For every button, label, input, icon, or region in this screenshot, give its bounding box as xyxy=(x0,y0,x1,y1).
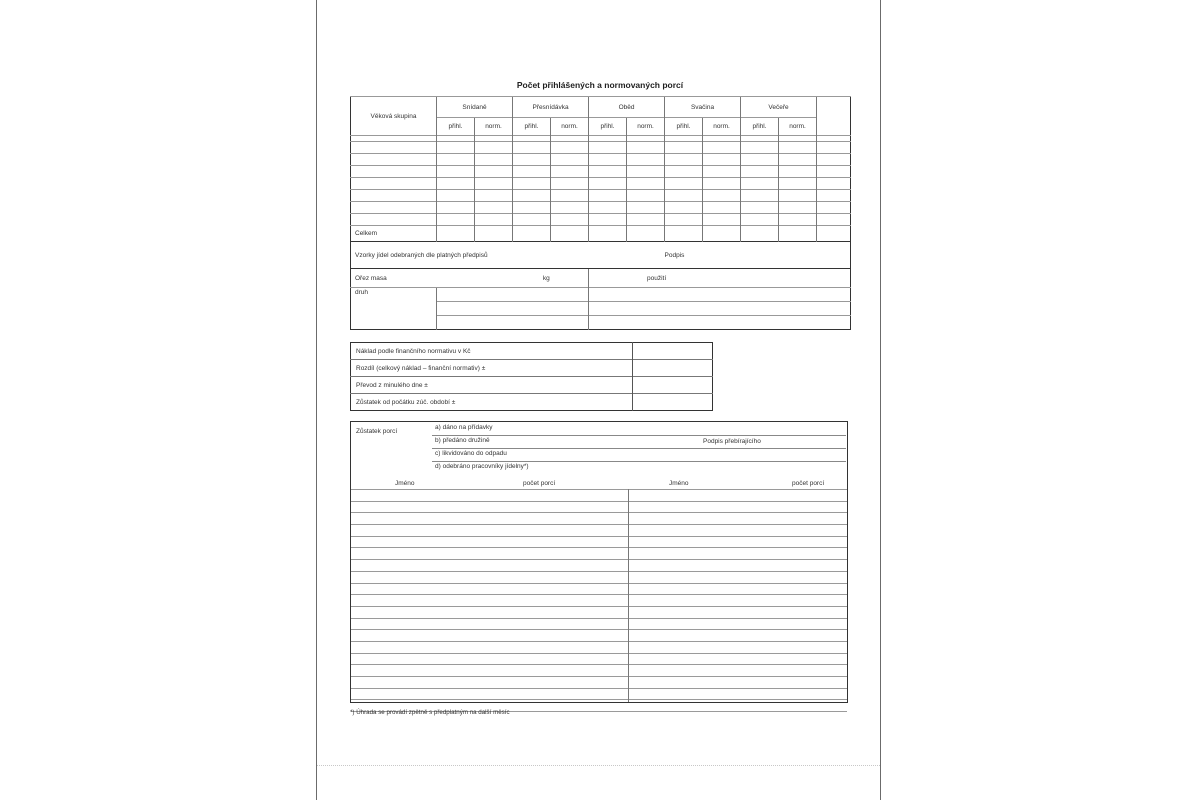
subheader-registered: přihl. xyxy=(665,118,703,136)
meat-trim-label: Ořez masa xyxy=(351,269,475,288)
names-grid-row[interactable] xyxy=(351,618,847,630)
names-grid-row[interactable] xyxy=(351,536,847,548)
portion-cell[interactable] xyxy=(551,178,589,190)
portion-cell[interactable] xyxy=(589,190,627,202)
names-grid-row[interactable] xyxy=(351,641,847,653)
portion-cell[interactable] xyxy=(551,154,589,166)
portion-cell[interactable] xyxy=(475,154,513,166)
portion-cell[interactable] xyxy=(437,142,475,154)
remaining-item-c: c) likvidováno do odpadu xyxy=(432,450,846,462)
remaining-item-a: a) dáno na přídavky xyxy=(432,424,846,436)
subheader-normed: norm. xyxy=(475,118,513,136)
col-header-portions-left: počet porcí xyxy=(523,480,556,487)
portion-cell[interactable] xyxy=(589,142,627,154)
portion-cell[interactable] xyxy=(703,154,741,166)
portion-cell[interactable] xyxy=(589,178,627,190)
age-group-cell[interactable] xyxy=(351,214,437,226)
age-group-header: Věková skupina xyxy=(351,97,437,136)
portion-cell[interactable] xyxy=(513,142,551,154)
portion-cell[interactable] xyxy=(665,178,703,190)
meal-header-dinner: Večeře xyxy=(741,97,817,118)
total-cell[interactable] xyxy=(589,226,627,242)
age-group-cell[interactable] xyxy=(351,178,437,190)
portion-cell[interactable] xyxy=(475,166,513,178)
portion-cell[interactable] xyxy=(817,214,851,226)
portion-cell[interactable] xyxy=(817,178,851,190)
cost-value-cell[interactable] xyxy=(633,377,713,394)
total-cell[interactable] xyxy=(627,226,665,242)
subheader-registered: přihl. xyxy=(741,118,779,136)
portion-cell[interactable] xyxy=(589,166,627,178)
portion-cell[interactable] xyxy=(817,166,851,178)
portion-cell[interactable] xyxy=(817,142,851,154)
portion-cell[interactable] xyxy=(779,190,817,202)
subheader-registered: přihl. xyxy=(589,118,627,136)
cost-row-label: Převod z minulého dne ± xyxy=(351,377,633,394)
total-cell[interactable] xyxy=(703,226,741,242)
total-cell[interactable] xyxy=(665,226,703,242)
subheader-normed: norm. xyxy=(703,118,741,136)
kind-cell[interactable] xyxy=(437,316,589,330)
cost-table xyxy=(350,342,713,411)
remaining-item-d: d) odebráno pracovníky jídelny*) xyxy=(435,463,529,470)
names-grid-row[interactable] xyxy=(351,524,847,536)
meal-table-row xyxy=(351,142,851,154)
portion-cell[interactable] xyxy=(779,154,817,166)
portion-cell[interactable] xyxy=(627,202,665,214)
form-title: Počet přihlášených a normovaných porcí xyxy=(516,80,684,90)
portion-cell[interactable] xyxy=(437,178,475,190)
meal-header-breakfast: Snídaně xyxy=(437,97,513,118)
age-group-cell[interactable] xyxy=(351,142,437,154)
names-grid-row[interactable] xyxy=(351,688,847,700)
portion-cell[interactable] xyxy=(589,154,627,166)
names-grid-row[interactable] xyxy=(351,664,847,676)
names-grid-row[interactable] xyxy=(351,653,847,665)
portion-cell[interactable] xyxy=(779,202,817,214)
meal-table-row xyxy=(351,166,851,178)
recipient-signature-label: Podpis přebírajícího xyxy=(703,438,761,445)
total-label: Celkem xyxy=(351,226,437,242)
portion-cell[interactable] xyxy=(513,190,551,202)
portion-cell[interactable] xyxy=(437,166,475,178)
portion-cell[interactable] xyxy=(513,178,551,190)
total-cell[interactable] xyxy=(551,226,589,242)
cost-value-cell[interactable] xyxy=(633,343,713,360)
portion-cell[interactable] xyxy=(741,214,779,226)
total-cell[interactable] xyxy=(475,226,513,242)
meal-header-lunch: Oběd xyxy=(589,97,665,118)
portion-cell[interactable] xyxy=(475,142,513,154)
portion-cell[interactable] xyxy=(475,190,513,202)
portion-cell[interactable] xyxy=(741,178,779,190)
portion-cell[interactable] xyxy=(703,214,741,226)
total-cell[interactable] xyxy=(437,226,475,242)
portion-cell[interactable] xyxy=(627,178,665,190)
footnote: *) Úhrada se provádí zpětně s předplatným na další měsíc xyxy=(350,709,510,716)
portion-cell[interactable] xyxy=(513,202,551,214)
portion-cell[interactable] xyxy=(437,202,475,214)
portion-cell[interactable] xyxy=(741,190,779,202)
age-group-cell[interactable] xyxy=(351,190,437,202)
kind-cell[interactable] xyxy=(437,302,589,316)
names-grid-row[interactable] xyxy=(351,594,847,606)
portion-cell[interactable] xyxy=(817,190,851,202)
portion-cell[interactable] xyxy=(665,202,703,214)
portion-cell[interactable] xyxy=(703,166,741,178)
portion-cell[interactable] xyxy=(551,214,589,226)
portion-cell[interactable] xyxy=(779,166,817,178)
names-grid-row[interactable] xyxy=(351,606,847,618)
cost-row-label: Rozdíl (celkový náklad – finanční normativ) ± xyxy=(351,360,633,377)
portion-cell[interactable] xyxy=(703,142,741,154)
meal-table-row xyxy=(351,214,851,226)
portion-cell[interactable] xyxy=(779,214,817,226)
usage-cell[interactable] xyxy=(589,316,851,330)
portion-cell[interactable] xyxy=(551,190,589,202)
meal-table-row xyxy=(351,154,851,166)
names-grid-row[interactable] xyxy=(351,559,847,571)
portion-cell[interactable] xyxy=(665,214,703,226)
portion-cell[interactable] xyxy=(513,166,551,178)
usage-label: použití xyxy=(589,269,851,288)
remaining-item-b: b) předáno družině xyxy=(432,437,846,449)
cost-value-cell[interactable] xyxy=(633,394,713,411)
age-group-cell[interactable] xyxy=(351,154,437,166)
meal-header-extra xyxy=(817,97,851,136)
meal-header-snack-afternoon: Svačina xyxy=(665,97,741,118)
meal-table-row xyxy=(351,202,851,214)
subheader-normed: norm. xyxy=(779,118,817,136)
names-grid-row[interactable] xyxy=(351,676,847,688)
portion-cell[interactable] xyxy=(703,178,741,190)
portion-cell[interactable] xyxy=(627,214,665,226)
names-grid-divider xyxy=(628,489,629,702)
portion-cell[interactable] xyxy=(703,190,741,202)
names-grid-row[interactable] xyxy=(351,547,847,559)
names-grid xyxy=(351,489,847,723)
names-grid-row[interactable] xyxy=(351,583,847,595)
portion-cell[interactable] xyxy=(513,154,551,166)
cost-value-cell[interactable] xyxy=(633,360,713,377)
portion-cell[interactable] xyxy=(665,190,703,202)
page-break-line xyxy=(317,765,880,766)
subheader-normed: norm. xyxy=(627,118,665,136)
portion-cell[interactable] xyxy=(437,214,475,226)
meal-table-row xyxy=(351,190,851,202)
samples-signature-label: Podpis xyxy=(665,242,851,269)
meal-portions-table xyxy=(350,96,851,330)
portion-cell[interactable] xyxy=(627,190,665,202)
portion-cell[interactable] xyxy=(513,214,551,226)
portion-cell[interactable] xyxy=(665,154,703,166)
total-cell[interactable] xyxy=(513,226,551,242)
cost-row-label: Zůstatek od počátku zúč. období ± xyxy=(351,394,633,411)
cost-row-label: Náklad podle finančního normativu v Kč xyxy=(356,347,471,355)
portion-cell[interactable] xyxy=(779,142,817,154)
col-header-name-right: Jméno xyxy=(669,480,689,487)
names-grid-row[interactable] xyxy=(351,571,847,583)
portion-cell[interactable] xyxy=(437,190,475,202)
portion-cell[interactable] xyxy=(741,166,779,178)
portion-cell[interactable] xyxy=(475,178,513,190)
portion-cell[interactable] xyxy=(627,142,665,154)
remaining-portions-label: Zůstatek porcí xyxy=(356,428,398,435)
portion-cell[interactable] xyxy=(627,166,665,178)
names-grid-row[interactable] xyxy=(351,629,847,641)
portion-cell[interactable] xyxy=(437,154,475,166)
age-group-cell[interactable] xyxy=(351,166,437,178)
portion-cell[interactable] xyxy=(475,202,513,214)
portion-cell[interactable] xyxy=(627,154,665,166)
portion-cell[interactable] xyxy=(779,178,817,190)
portion-cell[interactable] xyxy=(817,202,851,214)
names-grid-row[interactable] xyxy=(351,489,847,501)
col-header-portions-right: počet porcí xyxy=(792,480,825,487)
total-cell[interactable] xyxy=(817,226,851,242)
subheader-registered: přihl. xyxy=(513,118,551,136)
kind-label: druh xyxy=(351,288,437,330)
remaining-portions-box xyxy=(350,421,848,703)
portion-cell[interactable] xyxy=(589,214,627,226)
age-group-cell[interactable] xyxy=(351,202,437,214)
subheader-normed: norm. xyxy=(551,118,589,136)
total-cell[interactable] xyxy=(741,226,779,242)
portion-cell[interactable] xyxy=(703,202,741,214)
col-header-name-left: Jméno xyxy=(395,480,415,487)
meal-table-row xyxy=(351,178,851,190)
names-grid-row[interactable] xyxy=(351,501,847,513)
kg-label: kg xyxy=(475,269,589,288)
portion-cell[interactable] xyxy=(741,202,779,214)
portion-cell[interactable] xyxy=(817,154,851,166)
portion-cell[interactable] xyxy=(551,202,589,214)
samples-label: Vzorky jídel odebraných dle platných předpisů xyxy=(351,242,665,269)
portion-cell[interactable] xyxy=(741,154,779,166)
portion-cell[interactable] xyxy=(741,142,779,154)
portion-cell[interactable] xyxy=(665,142,703,154)
usage-cell[interactable] xyxy=(589,302,851,316)
portion-cell[interactable] xyxy=(551,142,589,154)
kind-cell[interactable] xyxy=(437,288,589,302)
usage-cell[interactable] xyxy=(589,288,851,302)
portion-cell[interactable] xyxy=(665,166,703,178)
names-grid-row[interactable] xyxy=(351,512,847,524)
portion-cell[interactable] xyxy=(551,166,589,178)
portion-cell[interactable] xyxy=(589,202,627,214)
portion-cell[interactable] xyxy=(475,214,513,226)
meal-header-snack-morning: Přesnídávka xyxy=(513,97,589,118)
subheader-registered: přihl. xyxy=(437,118,475,136)
total-cell[interactable] xyxy=(779,226,817,242)
